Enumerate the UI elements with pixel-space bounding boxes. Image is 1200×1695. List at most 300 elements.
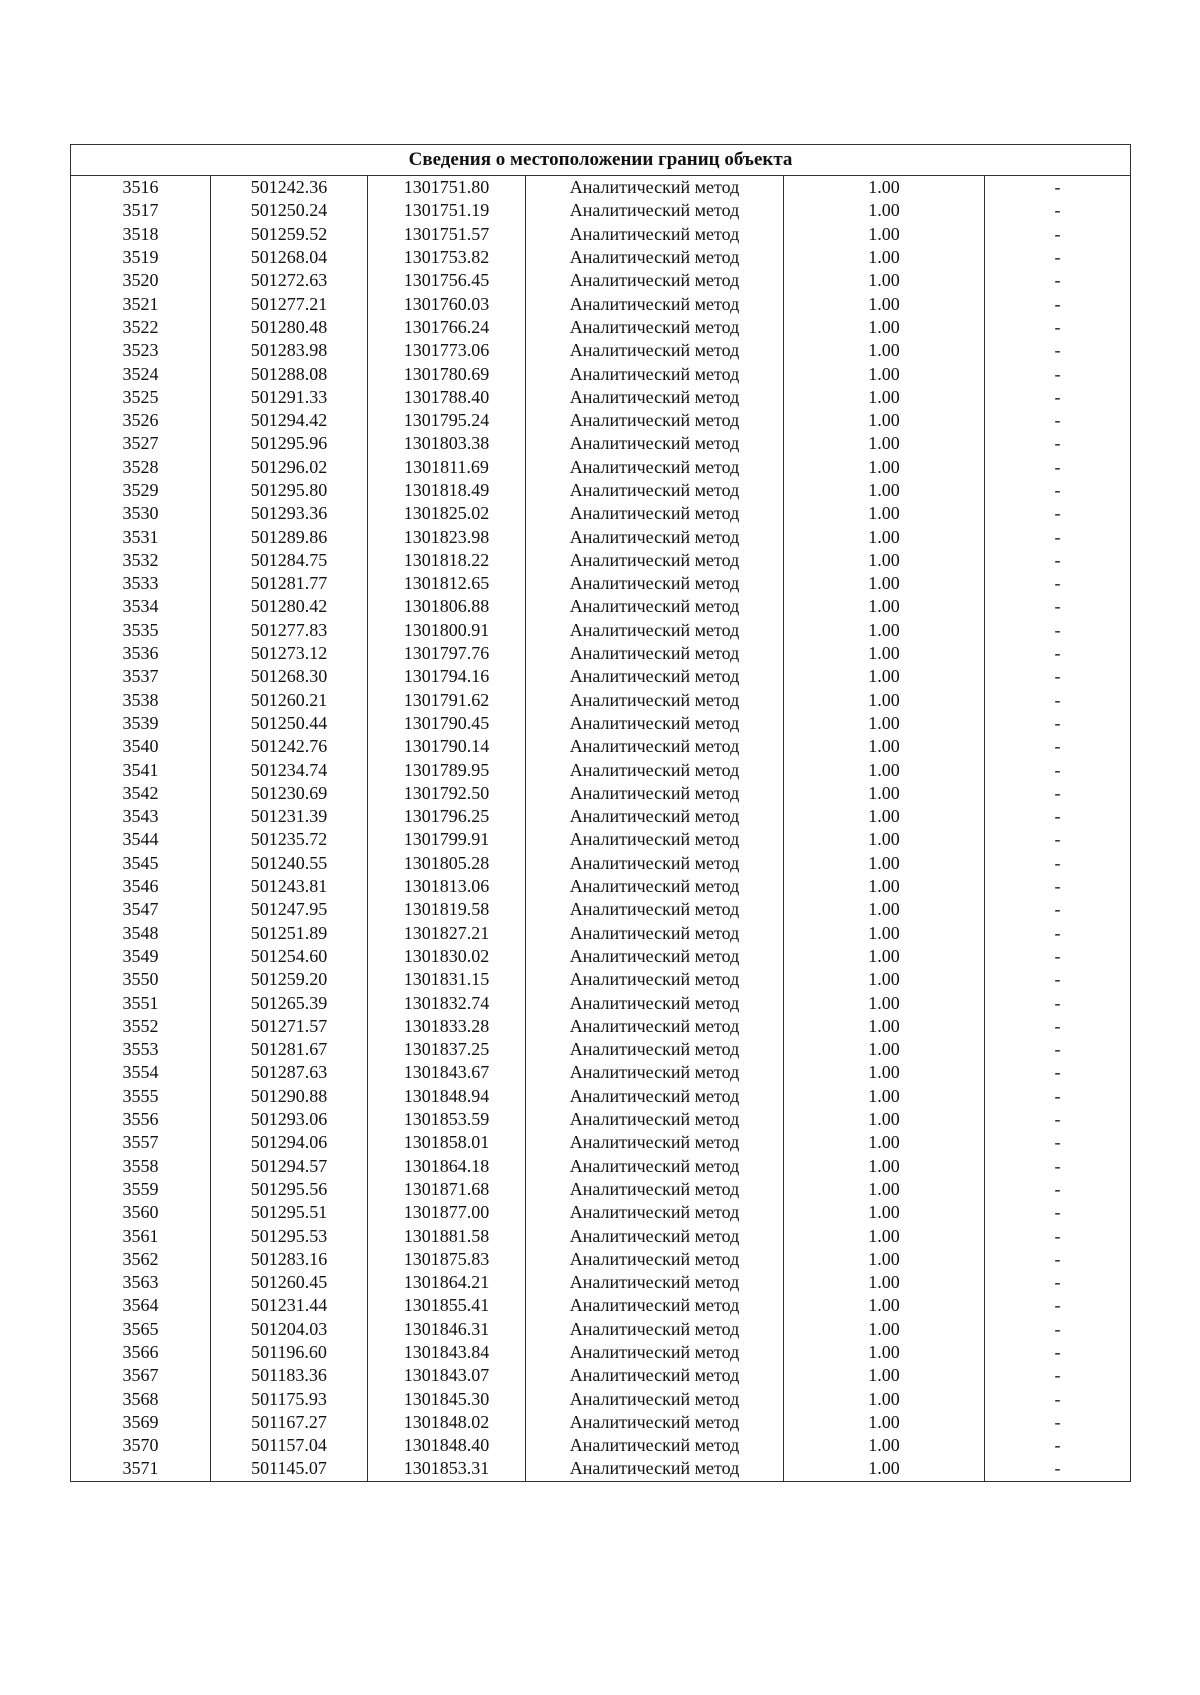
y-coordinate-cell: 1301795.24 <box>368 409 526 432</box>
description-cell: - <box>985 689 1131 712</box>
table-row <box>71 1201 1131 1224</box>
method-cell: Аналитический метод <box>526 1434 784 1457</box>
method-cell: Аналитический метод <box>526 828 784 851</box>
table-row <box>71 1341 1131 1364</box>
x-coordinate-cell: 501283.16 <box>211 1248 368 1271</box>
table-row <box>71 828 1131 851</box>
method-cell: Аналитический метод <box>526 712 784 735</box>
point-number-cell: 3560 <box>71 1201 211 1224</box>
method-cell: Аналитический метод <box>526 595 784 618</box>
accuracy-cell: 1.00 <box>784 922 985 945</box>
point-number-cell: 3537 <box>71 665 211 688</box>
y-coordinate-cell: 1301881.58 <box>368 1224 526 1247</box>
method-cell: Аналитический метод <box>526 269 784 292</box>
y-coordinate-cell: 1301843.67 <box>368 1061 526 1084</box>
point-number-cell: 3567 <box>71 1364 211 1387</box>
table-row <box>71 782 1131 805</box>
point-number-cell: 3523 <box>71 339 211 362</box>
accuracy-cell: 1.00 <box>784 362 985 385</box>
point-number-cell: 3516 <box>71 176 211 200</box>
x-coordinate-cell: 501167.27 <box>211 1411 368 1434</box>
table-row <box>71 991 1131 1014</box>
x-coordinate-cell: 501251.89 <box>211 922 368 945</box>
method-cell: Аналитический метод <box>526 805 784 828</box>
x-coordinate-cell: 501281.77 <box>211 572 368 595</box>
table-row <box>71 1224 1131 1247</box>
x-coordinate-cell: 501254.60 <box>211 945 368 968</box>
accuracy-cell: 1.00 <box>784 1201 985 1224</box>
point-number-cell: 3518 <box>71 223 211 246</box>
table-row <box>71 316 1131 339</box>
point-number-cell: 3547 <box>71 898 211 921</box>
description-cell: - <box>985 1364 1131 1387</box>
y-coordinate-cell: 1301832.74 <box>368 991 526 1014</box>
x-coordinate-cell: 501289.86 <box>211 525 368 548</box>
method-cell: Аналитический метод <box>526 1294 784 1317</box>
table-row <box>71 619 1131 642</box>
accuracy-cell: 1.00 <box>784 782 985 805</box>
y-coordinate-cell: 1301818.22 <box>368 549 526 572</box>
table-row <box>71 1061 1131 1084</box>
accuracy-cell: 1.00 <box>784 1294 985 1317</box>
point-number-cell: 3519 <box>71 246 211 269</box>
y-coordinate-cell: 1301864.21 <box>368 1271 526 1294</box>
point-number-cell: 3533 <box>71 572 211 595</box>
description-cell: - <box>985 386 1131 409</box>
y-coordinate-cell: 1301751.80 <box>368 176 526 200</box>
x-coordinate-cell: 501288.08 <box>211 362 368 385</box>
method-cell: Аналитический метод <box>526 1224 784 1247</box>
point-number-cell: 3541 <box>71 758 211 781</box>
table-row <box>71 223 1131 246</box>
point-number-cell: 3522 <box>71 316 211 339</box>
accuracy-cell: 1.00 <box>784 828 985 851</box>
x-coordinate-cell: 501242.36 <box>211 176 368 200</box>
table-row <box>71 1015 1131 1038</box>
y-coordinate-cell: 1301791.62 <box>368 689 526 712</box>
x-coordinate-cell: 501247.95 <box>211 898 368 921</box>
point-number-cell: 3556 <box>71 1108 211 1131</box>
y-coordinate-cell: 1301788.40 <box>368 386 526 409</box>
point-number-cell: 3531 <box>71 525 211 548</box>
table-row <box>71 1387 1131 1410</box>
table-row <box>71 665 1131 688</box>
method-cell: Аналитический метод <box>526 642 784 665</box>
x-coordinate-cell: 501271.57 <box>211 1015 368 1038</box>
x-coordinate-cell: 501259.20 <box>211 968 368 991</box>
x-coordinate-cell: 501250.24 <box>211 199 368 222</box>
description-cell: - <box>985 362 1131 385</box>
description-cell: - <box>985 316 1131 339</box>
table-row <box>71 898 1131 921</box>
x-coordinate-cell: 501295.51 <box>211 1201 368 1224</box>
y-coordinate-cell: 1301751.19 <box>368 199 526 222</box>
table-row <box>71 549 1131 572</box>
method-cell: Аналитический метод <box>526 665 784 688</box>
accuracy-cell: 1.00 <box>784 502 985 525</box>
accuracy-cell: 1.00 <box>784 1411 985 1434</box>
description-cell: - <box>985 922 1131 945</box>
x-coordinate-cell: 501283.98 <box>211 339 368 362</box>
description-cell: - <box>985 782 1131 805</box>
x-coordinate-cell: 501235.72 <box>211 828 368 851</box>
accuracy-cell: 1.00 <box>784 316 985 339</box>
y-coordinate-cell: 1301843.07 <box>368 1364 526 1387</box>
table-row <box>71 572 1131 595</box>
point-number-cell: 3554 <box>71 1061 211 1084</box>
accuracy-cell: 1.00 <box>784 1108 985 1131</box>
x-coordinate-cell: 501290.88 <box>211 1085 368 1108</box>
point-number-cell: 3526 <box>71 409 211 432</box>
table-row <box>71 525 1131 548</box>
method-cell: Аналитический метод <box>526 223 784 246</box>
point-number-cell: 3564 <box>71 1294 211 1317</box>
description-cell: - <box>985 1201 1131 1224</box>
accuracy-cell: 1.00 <box>784 689 985 712</box>
description-cell: - <box>985 479 1131 502</box>
description-cell: - <box>985 828 1131 851</box>
method-cell: Аналитический метод <box>526 619 784 642</box>
method-cell: Аналитический метод <box>526 316 784 339</box>
accuracy-cell: 1.00 <box>784 1085 985 1108</box>
accuracy-cell: 1.00 <box>784 1248 985 1271</box>
method-cell: Аналитический метод <box>526 362 784 385</box>
table-title: Сведения о местоположении границ объекта <box>71 145 1131 176</box>
description-cell: - <box>985 339 1131 362</box>
y-coordinate-cell: 1301819.58 <box>368 898 526 921</box>
table-row <box>71 1434 1131 1457</box>
accuracy-cell: 1.00 <box>784 1364 985 1387</box>
y-coordinate-cell: 1301837.25 <box>368 1038 526 1061</box>
x-coordinate-cell: 501234.74 <box>211 758 368 781</box>
y-coordinate-cell: 1301805.28 <box>368 852 526 875</box>
point-number-cell: 3527 <box>71 432 211 455</box>
y-coordinate-cell: 1301846.31 <box>368 1318 526 1341</box>
method-cell: Аналитический метод <box>526 456 784 479</box>
description-cell: - <box>985 1411 1131 1434</box>
method-cell: Аналитический метод <box>526 1341 784 1364</box>
method-cell: Аналитический метод <box>526 525 784 548</box>
point-number-cell: 3559 <box>71 1178 211 1201</box>
method-cell: Аналитический метод <box>526 386 784 409</box>
table-body <box>71 145 1131 1482</box>
table-row <box>71 642 1131 665</box>
y-coordinate-cell: 1301780.69 <box>368 362 526 385</box>
table-row <box>71 689 1131 712</box>
description-cell: - <box>985 572 1131 595</box>
y-coordinate-cell: 1301813.06 <box>368 875 526 898</box>
point-number-cell: 3548 <box>71 922 211 945</box>
method-cell: Аналитический метод <box>526 875 784 898</box>
accuracy-cell: 1.00 <box>784 409 985 432</box>
x-coordinate-cell: 501157.04 <box>211 1434 368 1457</box>
description-cell: - <box>985 292 1131 315</box>
x-coordinate-cell: 501287.63 <box>211 1061 368 1084</box>
point-number-cell: 3569 <box>71 1411 211 1434</box>
method-cell: Аналитический метод <box>526 1248 784 1271</box>
method-cell: Аналитический метод <box>526 1015 784 1038</box>
table-row <box>71 362 1131 385</box>
point-number-cell: 3571 <box>71 1457 211 1481</box>
method-cell: Аналитический метод <box>526 1201 784 1224</box>
point-number-cell: 3521 <box>71 292 211 315</box>
accuracy-cell: 1.00 <box>784 1434 985 1457</box>
table-row <box>71 1457 1131 1481</box>
x-coordinate-cell: 501268.04 <box>211 246 368 269</box>
description-cell: - <box>985 898 1131 921</box>
point-number-cell: 3538 <box>71 689 211 712</box>
description-cell: - <box>985 269 1131 292</box>
point-number-cell: 3532 <box>71 549 211 572</box>
description-cell: - <box>985 1224 1131 1247</box>
method-cell: Аналитический метод <box>526 945 784 968</box>
point-number-cell: 3529 <box>71 479 211 502</box>
table-title-row <box>71 145 1131 176</box>
method-cell: Аналитический метод <box>526 1411 784 1434</box>
accuracy-cell: 1.00 <box>784 176 985 200</box>
table-row <box>71 1154 1131 1177</box>
table-row <box>71 595 1131 618</box>
point-number-cell: 3544 <box>71 828 211 851</box>
description-cell: - <box>985 1038 1131 1061</box>
method-cell: Аналитический метод <box>526 1178 784 1201</box>
description-cell: - <box>985 945 1131 968</box>
point-number-cell: 3551 <box>71 991 211 1014</box>
x-coordinate-cell: 501280.42 <box>211 595 368 618</box>
method-cell: Аналитический метод <box>526 502 784 525</box>
y-coordinate-cell: 1301792.50 <box>368 782 526 805</box>
y-coordinate-cell: 1301790.14 <box>368 735 526 758</box>
table-row <box>71 199 1131 222</box>
accuracy-cell: 1.00 <box>784 386 985 409</box>
point-number-cell: 3528 <box>71 456 211 479</box>
table-row <box>71 1271 1131 1294</box>
description-cell: - <box>985 758 1131 781</box>
table-row <box>71 502 1131 525</box>
table-row <box>71 968 1131 991</box>
method-cell: Аналитический метод <box>526 432 784 455</box>
y-coordinate-cell: 1301827.21 <box>368 922 526 945</box>
y-coordinate-cell: 1301833.28 <box>368 1015 526 1038</box>
y-coordinate-cell: 1301794.16 <box>368 665 526 688</box>
point-number-cell: 3525 <box>71 386 211 409</box>
method-cell: Аналитический метод <box>526 246 784 269</box>
description-cell: - <box>985 852 1131 875</box>
table-row <box>71 432 1131 455</box>
x-coordinate-cell: 501240.55 <box>211 852 368 875</box>
description-cell: - <box>985 1457 1131 1481</box>
accuracy-cell: 1.00 <box>784 199 985 222</box>
y-coordinate-cell: 1301831.15 <box>368 968 526 991</box>
method-cell: Аналитический метод <box>526 572 784 595</box>
x-coordinate-cell: 501295.56 <box>211 1178 368 1201</box>
table-row <box>71 1178 1131 1201</box>
description-cell: - <box>985 968 1131 991</box>
y-coordinate-cell: 1301806.88 <box>368 595 526 618</box>
description-cell: - <box>985 1154 1131 1177</box>
point-number-cell: 3565 <box>71 1318 211 1341</box>
description-cell: - <box>985 1318 1131 1341</box>
method-cell: Аналитический метод <box>526 1387 784 1410</box>
accuracy-cell: 1.00 <box>784 292 985 315</box>
x-coordinate-cell: 501295.80 <box>211 479 368 502</box>
table-row <box>71 735 1131 758</box>
y-coordinate-cell: 1301753.82 <box>368 246 526 269</box>
x-coordinate-cell: 501295.96 <box>211 432 368 455</box>
method-cell: Аналитический метод <box>526 922 784 945</box>
point-number-cell: 3557 <box>71 1131 211 1154</box>
x-coordinate-cell: 501250.44 <box>211 712 368 735</box>
accuracy-cell: 1.00 <box>784 572 985 595</box>
accuracy-cell: 1.00 <box>784 479 985 502</box>
x-coordinate-cell: 501284.75 <box>211 549 368 572</box>
x-coordinate-cell: 501296.02 <box>211 456 368 479</box>
y-coordinate-cell: 1301756.45 <box>368 269 526 292</box>
description-cell: - <box>985 712 1131 735</box>
y-coordinate-cell: 1301853.59 <box>368 1108 526 1131</box>
method-cell: Аналитический метод <box>526 1154 784 1177</box>
method-cell: Аналитический метод <box>526 1038 784 1061</box>
y-coordinate-cell: 1301875.83 <box>368 1248 526 1271</box>
table-row <box>71 1108 1131 1131</box>
point-number-cell: 3553 <box>71 1038 211 1061</box>
description-cell: - <box>985 1108 1131 1131</box>
description-cell: - <box>985 619 1131 642</box>
accuracy-cell: 1.00 <box>784 619 985 642</box>
x-coordinate-cell: 501293.36 <box>211 502 368 525</box>
description-cell: - <box>985 246 1131 269</box>
y-coordinate-cell: 1301830.02 <box>368 945 526 968</box>
table-row <box>71 269 1131 292</box>
accuracy-cell: 1.00 <box>784 805 985 828</box>
x-coordinate-cell: 501231.44 <box>211 1294 368 1317</box>
description-cell: - <box>985 1248 1131 1271</box>
x-coordinate-cell: 501294.42 <box>211 409 368 432</box>
method-cell: Аналитический метод <box>526 735 784 758</box>
method-cell: Аналитический метод <box>526 1085 784 1108</box>
accuracy-cell: 1.00 <box>784 875 985 898</box>
method-cell: Аналитический метод <box>526 1061 784 1084</box>
table-row <box>71 1294 1131 1317</box>
point-number-cell: 3562 <box>71 1248 211 1271</box>
method-cell: Аналитический метод <box>526 549 784 572</box>
table-row <box>71 875 1131 898</box>
x-coordinate-cell: 501242.76 <box>211 735 368 758</box>
y-coordinate-cell: 1301848.40 <box>368 1434 526 1457</box>
table-row <box>71 805 1131 828</box>
y-coordinate-cell: 1301825.02 <box>368 502 526 525</box>
x-coordinate-cell: 501294.57 <box>211 1154 368 1177</box>
method-cell: Аналитический метод <box>526 1457 784 1481</box>
point-number-cell: 3543 <box>71 805 211 828</box>
method-cell: Аналитический метод <box>526 689 784 712</box>
point-number-cell: 3545 <box>71 852 211 875</box>
accuracy-cell: 1.00 <box>784 852 985 875</box>
description-cell: - <box>985 1271 1131 1294</box>
table-row <box>71 246 1131 269</box>
description-cell: - <box>985 1434 1131 1457</box>
accuracy-cell: 1.00 <box>784 735 985 758</box>
x-coordinate-cell: 501145.07 <box>211 1457 368 1481</box>
table-row <box>71 409 1131 432</box>
point-number-cell: 3566 <box>71 1341 211 1364</box>
x-coordinate-cell: 501295.53 <box>211 1224 368 1247</box>
y-coordinate-cell: 1301797.76 <box>368 642 526 665</box>
accuracy-cell: 1.00 <box>784 712 985 735</box>
y-coordinate-cell: 1301858.01 <box>368 1131 526 1154</box>
point-number-cell: 3524 <box>71 362 211 385</box>
accuracy-cell: 1.00 <box>784 991 985 1014</box>
table-row <box>71 1248 1131 1271</box>
method-cell: Аналитический метод <box>526 1108 784 1131</box>
x-coordinate-cell: 501272.63 <box>211 269 368 292</box>
method-cell: Аналитический метод <box>526 176 784 200</box>
description-cell: - <box>985 176 1131 200</box>
x-coordinate-cell: 501277.83 <box>211 619 368 642</box>
x-coordinate-cell: 501243.81 <box>211 875 368 898</box>
accuracy-cell: 1.00 <box>784 432 985 455</box>
table-row <box>71 479 1131 502</box>
description-cell: - <box>985 1178 1131 1201</box>
point-number-cell: 3530 <box>71 502 211 525</box>
accuracy-cell: 1.00 <box>784 339 985 362</box>
accuracy-cell: 1.00 <box>784 1015 985 1038</box>
accuracy-cell: 1.00 <box>784 1061 985 1084</box>
table-row <box>71 712 1131 735</box>
method-cell: Аналитический метод <box>526 991 784 1014</box>
table-row <box>71 1038 1131 1061</box>
accuracy-cell: 1.00 <box>784 758 985 781</box>
x-coordinate-cell: 501265.39 <box>211 991 368 1014</box>
description-cell: - <box>985 525 1131 548</box>
description-cell: - <box>985 1294 1131 1317</box>
point-number-cell: 3563 <box>71 1271 211 1294</box>
method-cell: Аналитический метод <box>526 199 784 222</box>
y-coordinate-cell: 1301812.65 <box>368 572 526 595</box>
method-cell: Аналитический метод <box>526 782 784 805</box>
description-cell: - <box>985 1085 1131 1108</box>
accuracy-cell: 1.00 <box>784 223 985 246</box>
accuracy-cell: 1.00 <box>784 525 985 548</box>
y-coordinate-cell: 1301843.84 <box>368 1341 526 1364</box>
y-coordinate-cell: 1301877.00 <box>368 1201 526 1224</box>
y-coordinate-cell: 1301799.91 <box>368 828 526 851</box>
y-coordinate-cell: 1301864.18 <box>368 1154 526 1177</box>
x-coordinate-cell: 501230.69 <box>211 782 368 805</box>
accuracy-cell: 1.00 <box>784 1178 985 1201</box>
description-cell: - <box>985 1387 1131 1410</box>
accuracy-cell: 1.00 <box>784 898 985 921</box>
description-cell: - <box>985 223 1131 246</box>
method-cell: Аналитический метод <box>526 409 784 432</box>
description-cell: - <box>985 1341 1131 1364</box>
accuracy-cell: 1.00 <box>784 595 985 618</box>
description-cell: - <box>985 409 1131 432</box>
description-cell: - <box>985 549 1131 572</box>
accuracy-cell: 1.00 <box>784 1271 985 1294</box>
accuracy-cell: 1.00 <box>784 945 985 968</box>
description-cell: - <box>985 595 1131 618</box>
accuracy-cell: 1.00 <box>784 1318 985 1341</box>
accuracy-cell: 1.00 <box>784 968 985 991</box>
table-row <box>71 922 1131 945</box>
y-coordinate-cell: 1301818.49 <box>368 479 526 502</box>
accuracy-cell: 1.00 <box>784 642 985 665</box>
table-row <box>71 456 1131 479</box>
table-row <box>71 852 1131 875</box>
x-coordinate-cell: 501196.60 <box>211 1341 368 1364</box>
description-cell: - <box>985 456 1131 479</box>
